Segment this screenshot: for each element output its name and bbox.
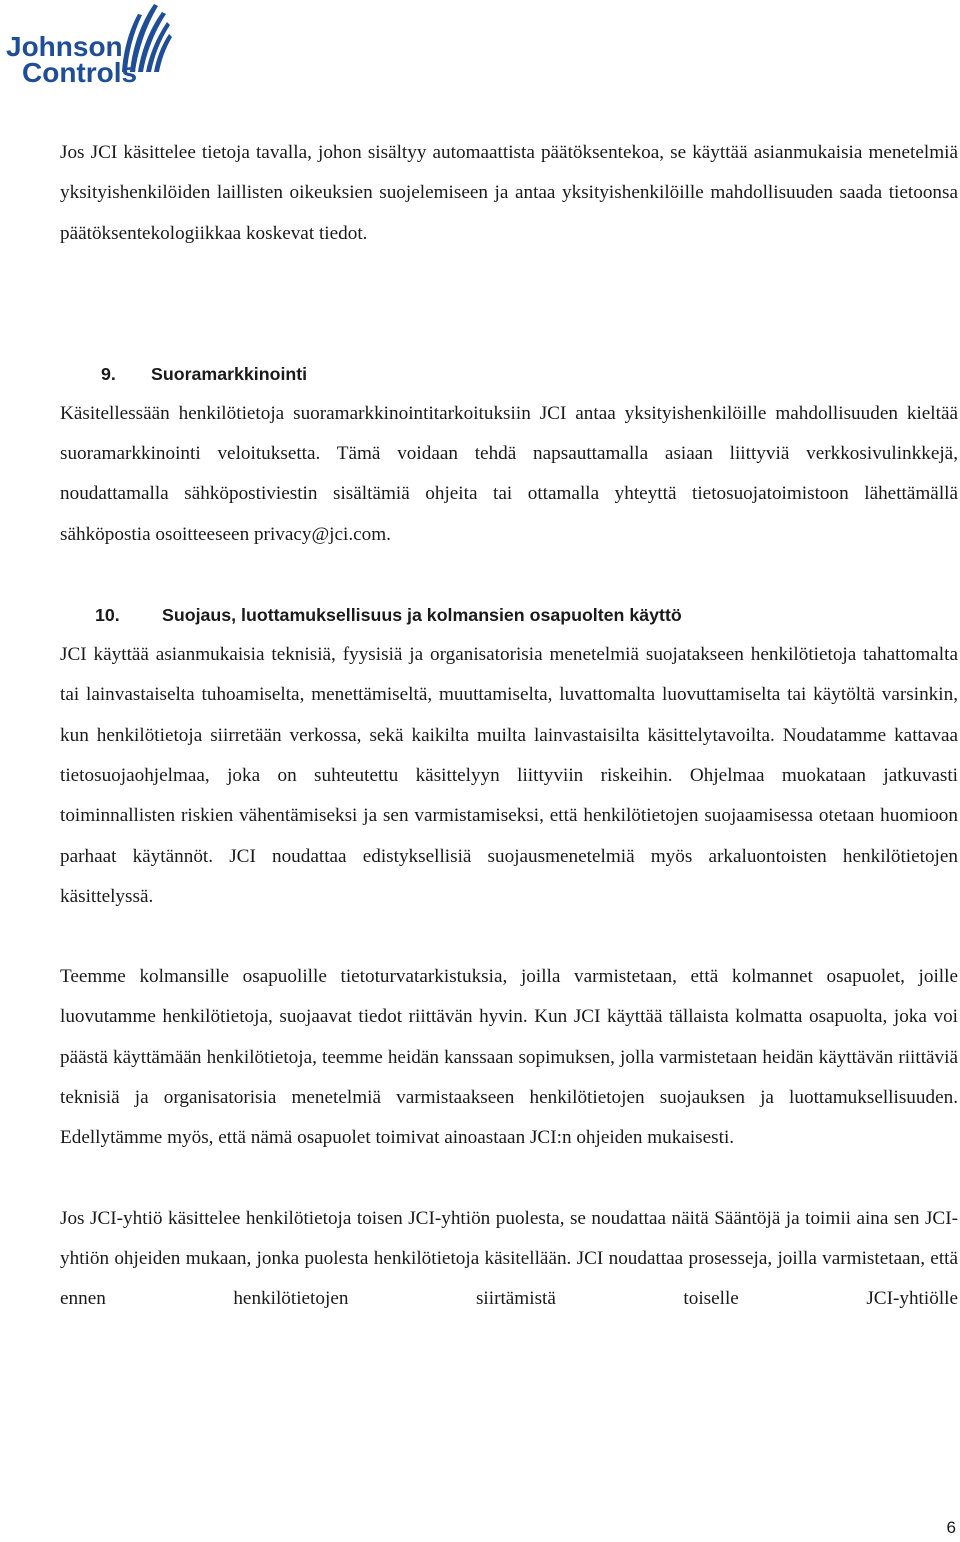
- document-body: [60, 133, 958, 1320]
- logo-text-line2: Controls: [22, 57, 138, 84]
- paragraph-automated-decisions: Jos JCI käsittelee tietoja tavalla, johon sisältyy automaattista päätöksentekoa, se käyttää asianmukaisia menetelmiä yksityishenkilöiden laillisten oikeuksien suojelemiseen ja antaa yksityishenkilöille mahdollisuuden saada tietoonsa päätöksentekologiikkaa koskevat tiedot.: [60, 142, 958, 244]
- section-heading-10: [60, 595, 958, 635]
- logo-text-line1: Johnson: [6, 31, 123, 62]
- section-number: 9.: [101, 363, 116, 384]
- section-number: 10.: [95, 605, 120, 626]
- paragraph-intra-group: Jos JCI-yhtiö käsittelee henkilötietoja toisen JCI-yhtiön puolesta, se noudattaa näitä Sääntöjä ja toimii aina sen JCI-yhtiön ohjeiden mukaan, jonka puolesta henkilötietoja käsitellään. JCI noudattaa prosesseja, joilla varmistetaan, että ennen henkilötietojen siirtämistä toiselle JCI-yhtiölle: [60, 1207, 958, 1310]
- section-title: Suoramarkkinointi: [151, 363, 308, 384]
- johnson-controls-logo: [4, 2, 174, 84]
- paragraph-security: JCI käyttää asianmukaisia teknisiä, fyysisiä ja organisatorisia menetelmiä suojatakseen henkilötietoja tahattomalta tai lainvastaiselta tuhoamiselta, menettämiseltä, muuttamiselta, luvattomalta luovuttamiselta tai käytöltä varsinkin, kun henkilötietoja siirretään verkossa, sekä kaikilta muilta lainvastaisilta käsittelytavoilta. Noudatamme kattavaa tietosuojaohjelmaa, joka on suhteutettu käsittelyyn liittyviin riskeihin. Ohjelmaa muokataan jatkuvasti toiminnallisten riskien vähentämiseksi ja sen varmistamiseksi, että henkilötietojen suojaamisessa otetaan huomioon parhaat käytännöt. JCI noudattaa edistyksellisiä suojausmenetelmiä myös arkaluontoisten henkilötietojen käsittelyssä.: [60, 644, 958, 907]
- logo-graphic: [4, 2, 174, 84]
- paragraph-direct-marketing: Käsitellessään henkilötietoja suoramarkkinointitarkoituksiin JCI antaa yksityishenkilöille mahdollisuuden kieltää suoramarkkinointi veloituksetta. Tämä voidaan tehdä napsauttamalla asiaan liittyviä verkkosivulinkkejä, noudattamalla sähköpostiviestin sisältämiä ohjeita tai ottamalla yhteyttä tietosuojatoimistoon lähettämällä sähköpostia osoitteeseen privacy@jci.com.: [60, 402, 958, 545]
- page-number: 6: [946, 1518, 956, 1537]
- section-title: Suojaus, luottamuksellisuus ja kolmansien osapuolten käyttö: [162, 605, 682, 626]
- paragraph-third-parties: Teemme kolmansille osapuolille tietoturvatarkistuksia, joilla varmistetaan, että kolmannet osapuolet, joille luovutamme henkilötietoja, suojaavat tiedot riittävän hyvin. Kun JCI käyttää tällaista kolmatta osapuolta, joka voi päästä käyttämään henkilötietoja, teemme heidän kanssaan sopimuksen, jolla varmistetaan heidän käyttävän riittäviä teknisiä ja organisatorisia menetelmiä varmistaakseen henkilötietojen suojauksen ja luottamuksellisuuden. Edellytämme myös, että nämä osapuolet toimivat ainoastaan JCI:n ohjeiden mukaisesti.: [60, 966, 958, 1149]
- section-heading-9: [60, 354, 958, 394]
